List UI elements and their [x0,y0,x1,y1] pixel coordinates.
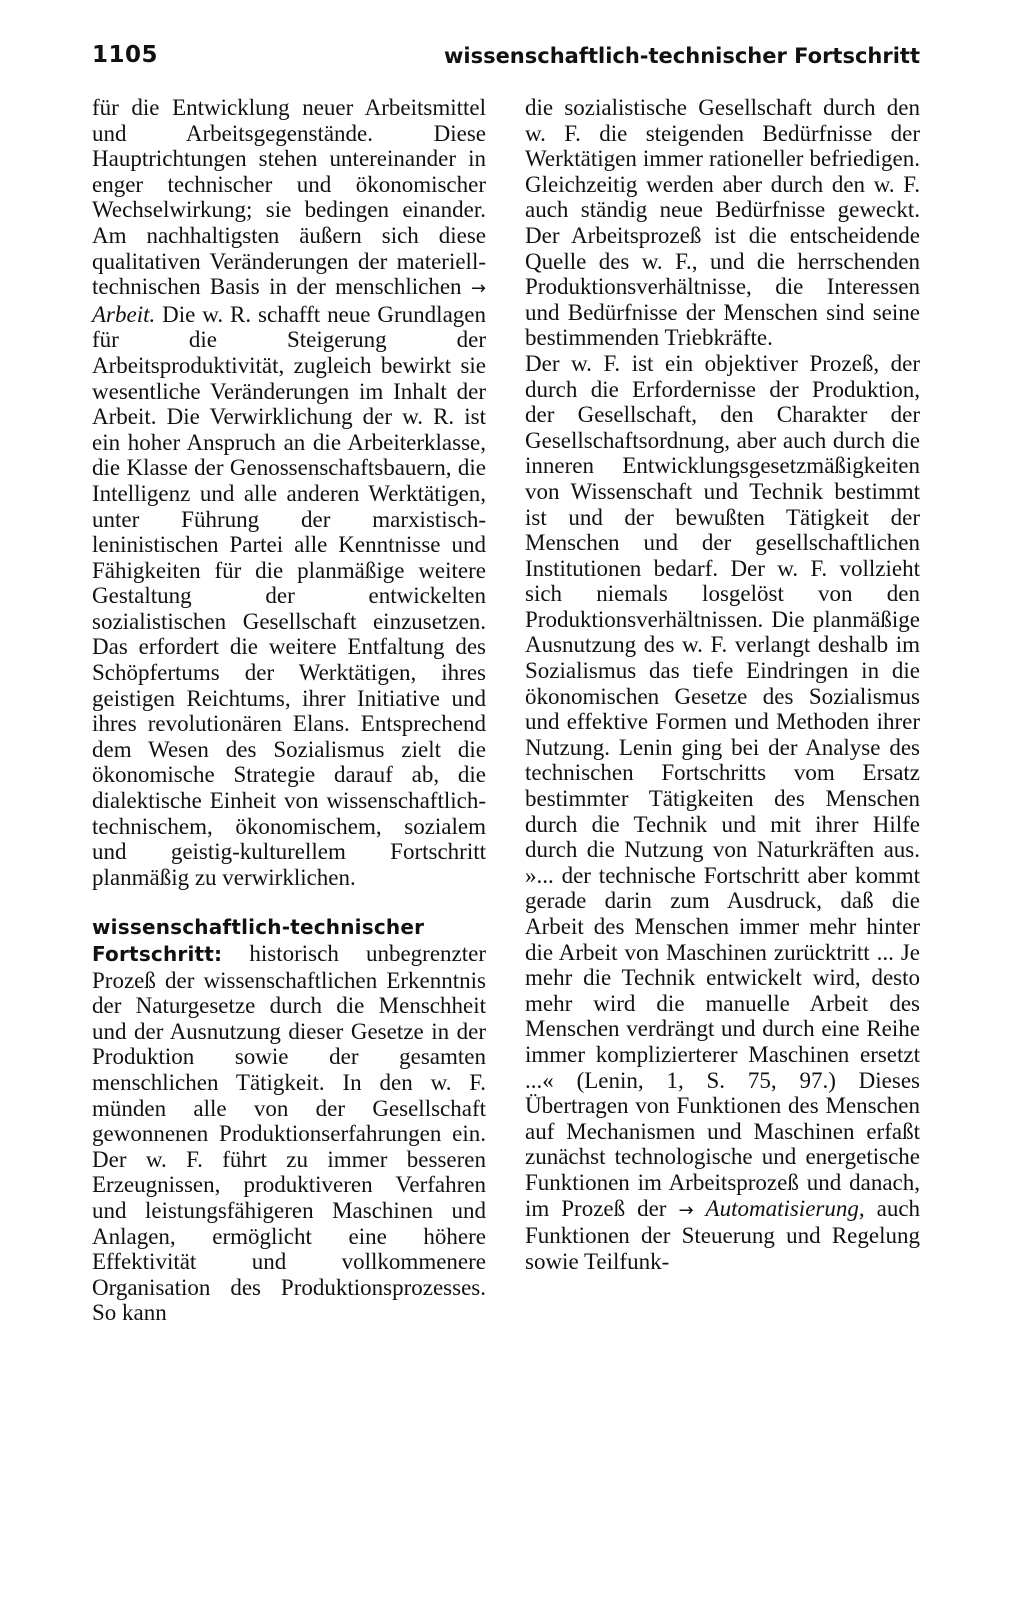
cross-reference-arrow-icon: → [678,1199,694,1221]
paragraph-text: Die w. R. schafft neue Grundlagen für die Steigerung der Arbeitsproduktivität, zugleich bewirkt sie wesentliche Veränderungen im Inhalt der Arbeit. Die Verwirklichung der w. R. ist ein hoher Anspruch an die Arbeiterklasse, die Klasse der Genossenschaftsbauern, die Intelligenz und alle anderen Werktätigen, unter Führung der marxistisch-leninistischen Partei alle Kenntnisse und Fähigkeiten für die planmäßige weitere Gestaltung der entwickelten sozialistischen Gesellschaft einzusetzen. Das erfordert die weitere Entfaltung des Schöpfertums der Werktätigen, ihres geistigen Reichtums, ihrer Initiative und ihres revolutionären Elans. Entsprechend dem Wesen des Sozialismus zielt die ökonomische Strategie darauf ab, die dialektische Einheit von wissenschaftlich-technischem, ökonomischem, sozialem und geistig-kulturellem Fortschritt planmäßig zu verwirklichen. [92,301,486,890]
paragraph [525,95,920,351]
left-column [92,95,486,1326]
cross-reference-arrow-icon: → [470,278,486,300]
running-head: wissenschaftlich-technischer Fortschritt [443,44,920,68]
entry-headword: wissenschaftlich-technischer Fortschritt: [92,915,425,966]
paragraph-text: die sozialistische Gesellschaft durch den w. F. die steigenden Bedürfnisse der Werktätigen immer rationeller befriedigen. Gleichzeitig werden aber durch den w. F. auch ständig neue Bedürfnisse geweckt. Der Arbeitsprozeß ist die entscheidende Quelle des w. F., und die herrschenden Produktionsverhältnisse, die Interessen und Bedürfnisse der Menschen sind seine bestimmenden Triebkräfte. [525,95,920,351]
cross-reference-arbeit[interactable]: Arbeit. [92,301,156,327]
page-header [92,42,920,82]
paragraph-text: auch Funktionen der Steuerung und Regelung sowie Teilfunk- [525,1195,921,1274]
paragraph-text: Der w. F. ist ein objektiver Prozeß, der durch die Erfordernisse der Produktion, der Gesellschaft, den Charakter der Gesellschaftsordnung, aber auch durch die inneren Entwicklungsgesetzmäßigkeiten von Wissenschaft und Technik bestimmt ist und der bewußten Tätigkeit der Menschen und der gesellschaftlichen Institutionen bedarf. Der w. F. vollzieht sich niemals losgelöst von den Produktionsverhältnissen. Die planmäßige Ausnutzung des w. F. verlangt deshalb im Sozialismus das tiefe Eindringen in die ökonomischen Gesetze des Sozialismus und effektive Formen und Methoden ihrer Nutzung. Lenin ging bei der Analyse des technischen Fortschritts vom Ersatz bestimmter Tätigkeiten des Menschen durch die Technik und mit ihrer Hilfe durch die Nutzung von Naturkräften aus. »... der technische Fortschritt aber kommt gerade darin zum Ausdruck, daß die Arbeit des Menschen immer mehr hinter die Arbeit von Maschinen zurücktritt ... Je mehr die Technik entwickelt wird, desto mehr wird die manuelle Arbeit des Menschen verdrängt und durch eine Reihe immer komplizierterer Maschinen ersetzt ...« (Lenin, 1, S. 75, 97.) Dieses Übertragen von Funktionen des Menschen auf Mechanismen und Maschinen erfaßt zunächst technologische und energetische Funktionen im Arbeitsprozeß und danach, im Prozeß der [525,350,920,1221]
page-number: 1105 [92,42,159,68]
paragraph [92,95,486,890]
paragraph [525,351,920,1274]
right-column [525,95,920,1274]
entry-text: historisch unbegrenzter Prozeß der wissenschaftlichen Erkenntnis der Naturgesetze durch die Menschheit und der Ausnutzung dieser Gesetze in der Produktion sowie der gesamten menschlichen Tätigkeit. In den w. F. münden alle von der Gesellschaft gewonnenen Produktionserfahrungen ein. Der w. F. führt zu immer besseren Erzeugnissen, produktiveren Verfahren und leistungsfähigeren Maschinen und Anlagen, ermöglicht eine höhere Effektivität und vollkommenere Organisation des Produktionsprozesses. So kann [92,941,486,1326]
dictionary-entry [92,914,486,1326]
paragraph-text: für die Entwicklung neuer Arbeitsmittel und Arbeitsgegenstände. Diese Hauptrichtungen stehen untereinander in enger technischer und ökonomischer Wechselwirkung; sie bedingen einander. Am nachhaltigsten äußern sich diese qualitativen Veränderungen der materiell-technischen Basis in der menschlichen [92,95,486,300]
cross-reference-automatisierung[interactable]: Automatisierung, [705,1195,865,1221]
entry-spacer [92,890,486,914]
